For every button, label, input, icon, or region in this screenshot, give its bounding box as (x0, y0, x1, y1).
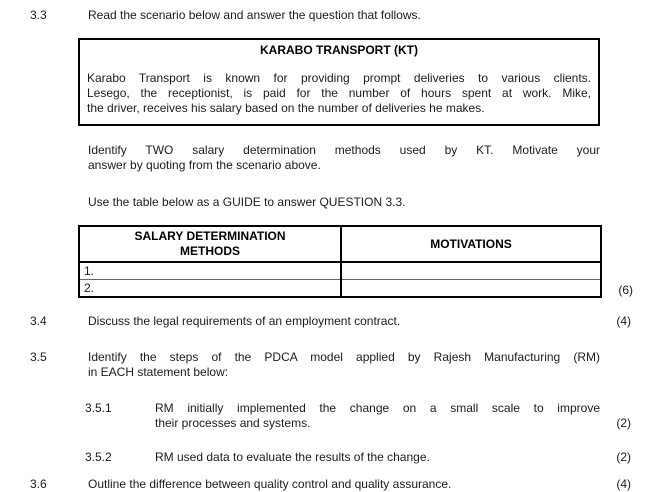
row-number-cell: 2. (79, 280, 341, 298)
question-number: 3.4 (30, 314, 47, 328)
mark-label: (2) (616, 450, 631, 464)
table-header-methods (79, 226, 341, 262)
scenario-row (30, 38, 648, 126)
guide-table-row (30, 225, 648, 298)
table-header-row (79, 226, 601, 262)
mark-label: (2) (616, 416, 631, 430)
table-row (79, 262, 601, 280)
question-prompt (88, 350, 600, 380)
scenario-line: the driver, receives his salary based on the number of deliveries he makes. (87, 101, 485, 115)
sub-question-line: RM initially implemented the change on a small scale to improve (155, 401, 600, 415)
mark-label: (6) (618, 283, 633, 297)
motivation-cell-empty (341, 280, 601, 298)
row-number-cell: 1. (79, 262, 341, 280)
question-3-5 (30, 350, 648, 380)
question-prompt: Discuss the legal requirements of an employment contract. (88, 314, 401, 328)
guide-text: Use the table below as a GUIDE to answer QUESTION 3.3. (88, 195, 406, 209)
question-number: 3.3 (30, 8, 47, 22)
prompt-line: in EACH statement below: (88, 365, 229, 379)
sub-question-text: RM used data to evaluate the results of the change. (155, 450, 430, 464)
sub-question-number: 3.5.2 (85, 450, 112, 464)
scenario-box (78, 38, 600, 126)
question-number: 3.6 (30, 477, 47, 491)
scenario-line: Lesego, the receptionist, is paid for the number of hours spent at work. Mike, (87, 86, 591, 100)
scenario-line: Karabo Transport is known for providing prompt deliveries to various clients. (87, 71, 591, 85)
guide-note (30, 195, 648, 210)
table-header-motivations (341, 226, 601, 262)
motivation-cell-empty (341, 262, 601, 280)
scenario-box-body (87, 71, 591, 116)
instruction-line: answer by quoting from the scenario above. (88, 158, 321, 172)
question-prompt: Outline the difference between quality control and quality assurance. (88, 477, 452, 491)
instruction-paragraph (88, 143, 600, 173)
question-prompt: Read the scenario below and answer the question that follows. (88, 8, 421, 22)
header-line: MOTIVATIONS (430, 236, 512, 251)
question-3-3 (30, 8, 648, 23)
header-line: SALARY DETERMINATION (134, 229, 286, 243)
prompt-line: Identify the steps of the PDCA model applied by Rajesh Manufacturing (RM) (88, 350, 600, 364)
question-3-3-instruction (30, 143, 648, 173)
question-3-6-clipped (30, 477, 648, 492)
question-3-4 (30, 314, 648, 329)
scenario-box-title: KARABO TRANSPORT (KT) (260, 43, 418, 57)
header-line: METHODS (180, 244, 240, 258)
question-number: 3.5 (30, 350, 47, 364)
sub-question-line: their processes and systems. (155, 416, 311, 430)
question-3-5-2 (30, 450, 648, 465)
instruction-line: Identify TWO salary determination methods used by KT. Motivate your (88, 143, 600, 157)
mark-label: (4) (616, 314, 631, 328)
table-row (79, 280, 601, 298)
mark-label: (4) (616, 477, 631, 491)
sub-question-text (155, 401, 600, 431)
sub-question-number: 3.5.1 (85, 401, 112, 415)
question-3-5-1 (30, 401, 648, 431)
guide-table (78, 225, 602, 298)
